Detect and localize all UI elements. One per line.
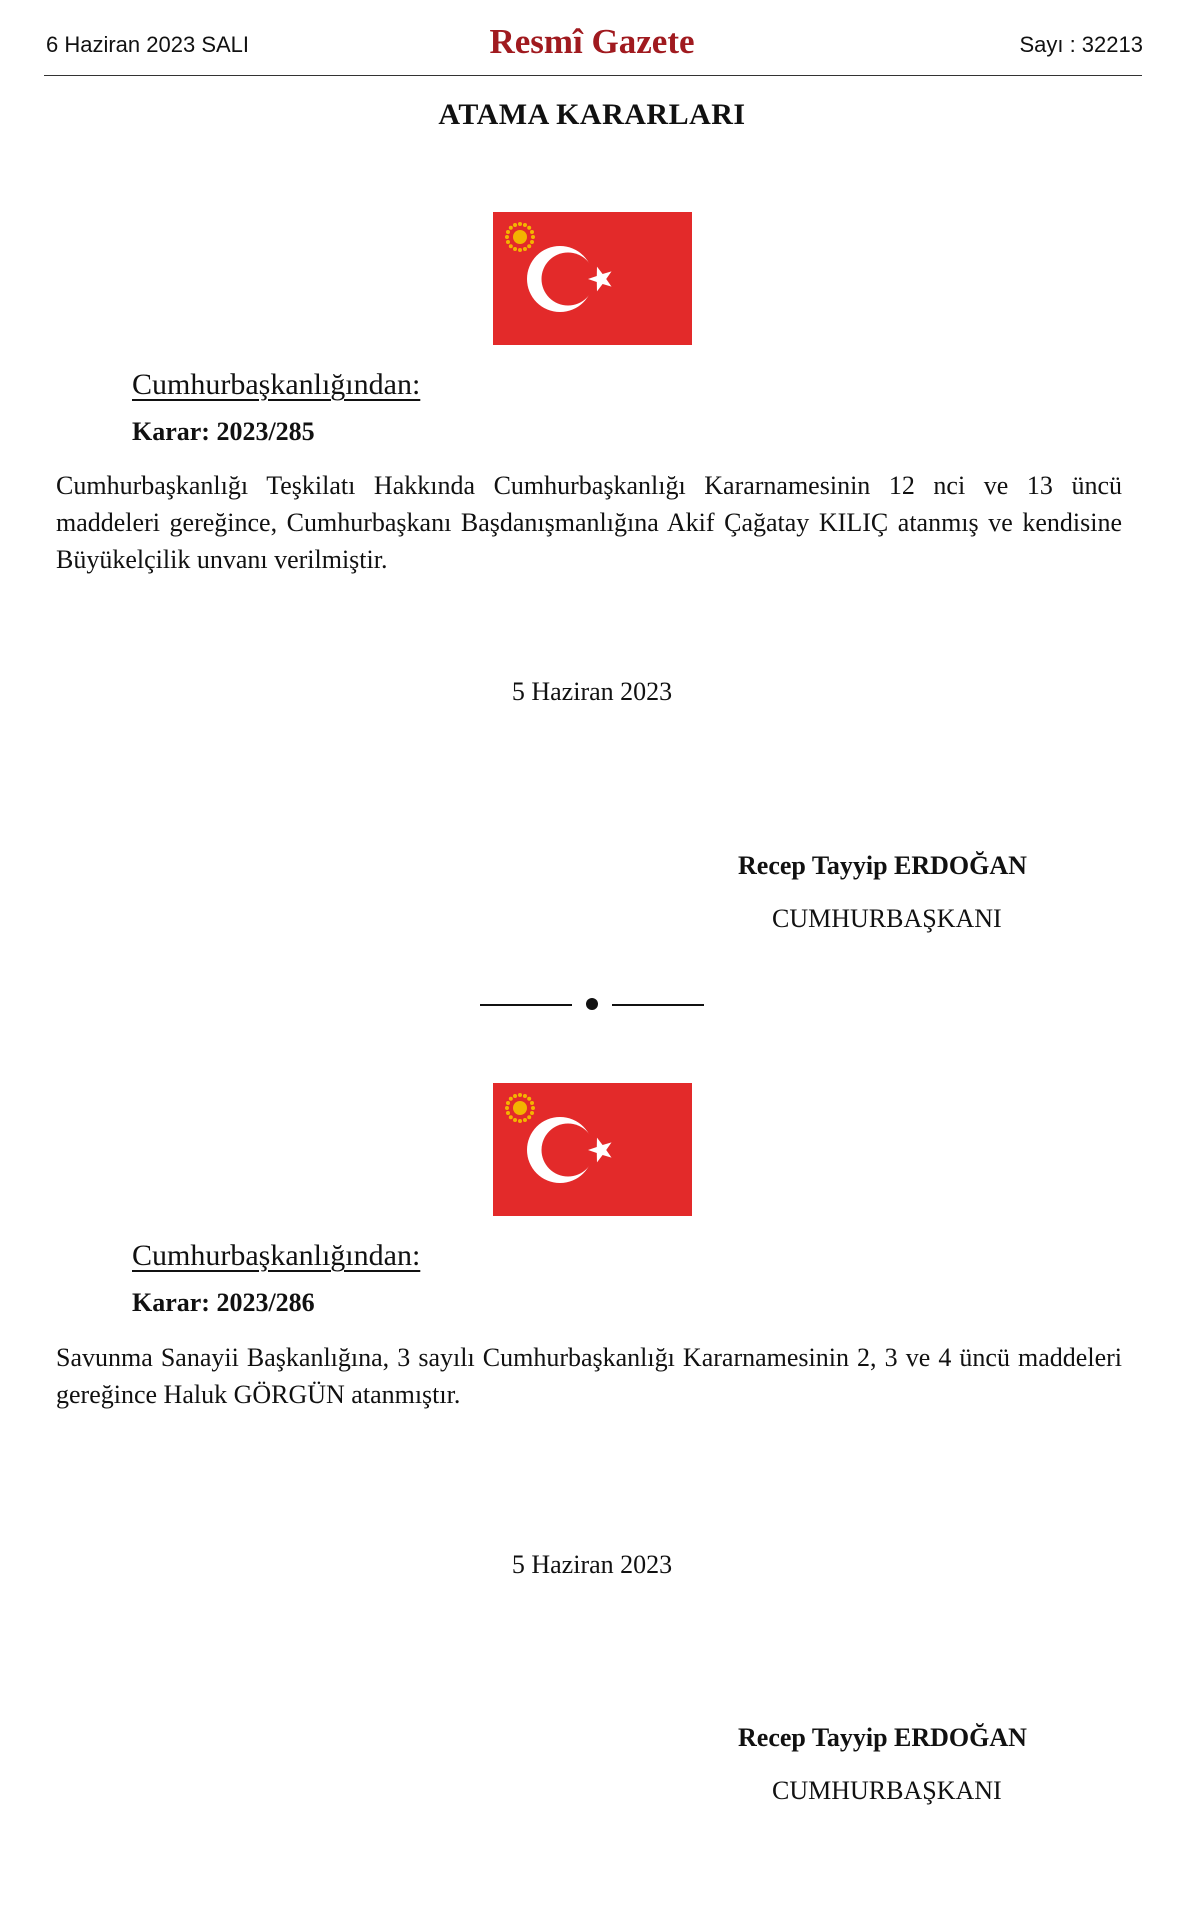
decree-1-date: 5 Haziran 2023 [511,677,673,706]
decree-1-issuer: Cumhurbaşkanlığından: [132,368,421,401]
issue-number: Sayı : 32213 [1019,32,1143,57]
section-heading: ATAMA KARARLARI [438,98,746,131]
decree-1-number: Karar: 2023/285 [132,417,315,446]
decree-2-number: Karar: 2023/286 [132,1288,315,1317]
presidential-flag-icon [493,212,692,345]
decree-1-signer-title: CUMHURBAŞKANI [772,904,1002,933]
decree-2-signer-name: Recep Tayyip ERDOĞAN [738,1723,1027,1752]
decree-2-issuer: Cumhurbaşkanlığından: [132,1239,421,1272]
issue-date: 6 Haziran 2023 SALI [46,32,250,57]
gazette-name: Resmî Gazete [489,22,695,61]
presidential-flag-icon [493,1083,692,1216]
header-rule [44,75,1142,76]
decree-1-text: Cumhurbaşkanlığı Teşkilatı Hakkında Cumhurbaşkanlığı Kararnamesinin 12 nci ve 13 üncü maddeleri gereğince, Cumhurbaşkanı Başdanışmanlığına Akif Çağatay KILIÇ atanmış ve kendisine Büyükelçilik unvanı verilmiştir. [56,471,1122,574]
decree-2-text: Savunma Sanayii Başkanlığına, 3 sayılı Cumhurbaşkanlığı Kararnamesinin 2, 3 ve 4 üncü maddeleri gereğince Haluk GÖRGÜN atanmıştır. [56,1343,1122,1409]
decree-2-date: 5 Haziran 2023 [511,1550,673,1579]
decree-2-signer-title: CUMHURBAŞKANI [772,1776,1002,1805]
separator-dot-icon [480,992,704,1016]
decree-1-signer-name: Recep Tayyip ERDOĞAN [738,851,1027,880]
